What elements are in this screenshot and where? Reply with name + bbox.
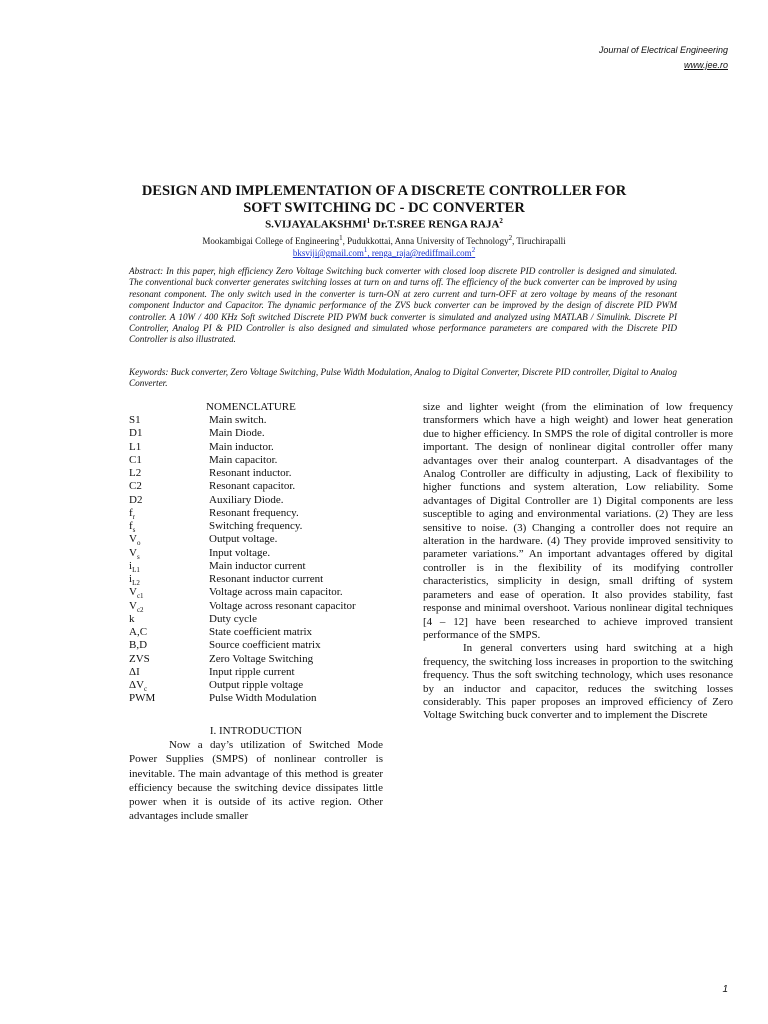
nomenclature-row [129, 692, 356, 705]
nomenclature-description: Source coefficient matrix [209, 639, 321, 652]
nomenclature-row [129, 414, 356, 427]
nomenclature-symbol-base: i [129, 573, 133, 585]
nomenclature-row [129, 573, 356, 586]
nomenclature-description: Output ripple voltage [209, 679, 304, 691]
nomenclature-symbol [129, 414, 209, 427]
nomenclature-symbol [129, 427, 209, 440]
nomenclature-symbol-subscript: L1 [132, 565, 140, 574]
journal-url[interactable]: www.jee.ro [683, 60, 728, 70]
nomenclature-symbol-base: ΔI [129, 665, 140, 678]
nomenclature-symbol [129, 626, 209, 639]
paper-title [60, 183, 708, 217]
nomenclature-row [129, 467, 356, 480]
journal-name: Journal of Electrical Engineering [598, 45, 728, 55]
right-column [423, 401, 733, 723]
nomenclature-symbol [129, 494, 209, 507]
nomenclature-symbol-base: D2 [129, 493, 143, 506]
nomenclature-description: Input ripple current [209, 665, 295, 678]
nomenclature-symbol [129, 454, 209, 467]
email-sup2: 2 [471, 246, 476, 254]
nomenclature-symbol-base: V [129, 599, 137, 612]
nomenclature-symbol [129, 467, 209, 480]
nomenclature-description: Main switch. [209, 414, 267, 426]
nomenclature-row [129, 613, 356, 626]
nomenclature-description: Auxiliary Diode. [209, 493, 284, 506]
abstract: Abstract: In this paper, high efficiency Zero Voltage Switching buck converter with closed loop discrete PID controller is designed and simulated. The conventional buck converter generates switching losses at turn on and turns off. The efficiency of the buck converter can be improved by using resonant component. The only switch used in the converter is turn-ON at zero current and turn-OFF at zero voltage by means of the resonant component Inductor and Capacitor. The dynamic performance of the ZVS buck converter can be improved by the design of discrete PID PWM controller. A 10W / 400 KHz Soft switched Discrete PID PWM buck converter is simulated and analyzed using MATLAB / Simulink. Discrete PI Controller, Analog PI & PID Controller is also designed and simulated whose performance parameters are compared with the Discrete PID Controller is also illustrated. [129, 266, 677, 345]
nomenclature-row [129, 454, 356, 467]
nomenclature-description: Main inductor current [209, 559, 306, 572]
nomenclature-description: State coefficient matrix [209, 626, 313, 638]
email-sup1: 1 [363, 246, 368, 254]
nomenclature-row [129, 653, 356, 666]
author-2: Dr.T.SREE RENGA RAJA [372, 218, 500, 231]
affiliation [60, 234, 708, 246]
nomenclature-symbol [129, 441, 209, 454]
page-number: 1 [722, 984, 728, 995]
nomenclature-symbol-subscript: c1 [136, 592, 144, 601]
author-2-sup: 2 [499, 217, 503, 225]
introduction-paragraph: Now a day’s utilization of Switched Mode Power Supplies (SMPS) of nonlinear controller is inevitable. The main advantage of this method is greater efficiency because the switching device dissipates little power when it is outside of its active region. Other advantages include smaller [129, 739, 383, 823]
nomenclature-symbol-subscript: r [132, 512, 136, 521]
nomenclature-symbol-base: V [129, 533, 137, 546]
nomenclature-symbol-base: f [129, 520, 133, 532]
author-emails[interactable] [60, 246, 708, 258]
nomenclature-description: Input voltage. [209, 546, 271, 559]
nomenclature-row [129, 639, 356, 652]
section-heading-introduction: I. INTRODUCTION [209, 725, 303, 737]
title-line-2: SOFT SWITCHING DC - DC CONVERTER [243, 200, 525, 216]
nomenclature-symbol-subscript: c2 [136, 605, 144, 614]
nomenclature-symbol-base: ZVS [129, 652, 150, 665]
nomenclature-description: Main inductor. [209, 440, 274, 453]
nomenclature-symbol-base: C2 [129, 480, 142, 493]
nomenclature-row [129, 520, 356, 533]
nomenclature-symbol-base: i [129, 559, 133, 572]
nomenclature-row [129, 586, 356, 599]
nomenclature-description: Zero Voltage Switching [209, 652, 314, 665]
nomenclature-row [129, 666, 356, 679]
nomenclature-symbol-base: k [129, 612, 135, 625]
nomenclature-symbol-base: f [129, 506, 133, 519]
nomenclature-list [129, 414, 356, 706]
nomenclature-row [129, 560, 356, 573]
nomenclature-row [129, 494, 356, 507]
nomenclature-description: Duty cycle [209, 612, 257, 625]
nomenclature-description: Voltage across main capacitor. [209, 586, 343, 599]
nomenclature-description: Resonant inductor current [209, 573, 324, 585]
nomenclature-symbol-subscript: o [136, 539, 141, 548]
nomenclature-description: Resonant frequency. [209, 506, 299, 519]
nomenclature-symbol [129, 480, 209, 493]
nomenclature-symbol-base: L1 [129, 440, 142, 453]
nomenclature-row [129, 533, 356, 546]
nomenclature-description: Main Diode. [209, 427, 265, 440]
affiliation-place2: , Tiruchirapalli [512, 236, 566, 246]
nomenclature-row [129, 547, 356, 560]
nomenclature-row [129, 679, 356, 692]
email-1[interactable]: bksviji@gmail.com [292, 248, 364, 258]
nomenclature-description: Output voltage. [209, 533, 278, 546]
nomenclature-symbol-base: PWM [129, 692, 156, 705]
nomenclature-row [129, 600, 356, 613]
authors [60, 217, 708, 231]
nomenclature-symbol-base: S1 [129, 414, 141, 426]
nomenclature-row [129, 626, 356, 639]
nomenclature-row [129, 427, 356, 440]
nomenclature-symbol [129, 613, 209, 626]
nomenclature-symbol-base: B,D [129, 639, 148, 652]
title-line-1: DESIGN AND IMPLEMENTATION OF A DISCRETE CONTROLLER FOR [141, 183, 627, 199]
affiliation-sup1: 1 [339, 234, 343, 242]
nomenclature-row [129, 507, 356, 520]
nomenclature-symbol [129, 692, 209, 705]
nomenclature-symbol-base: A,C [129, 626, 148, 638]
nomenclature-description: Voltage across resonant capacitor [209, 599, 356, 612]
affiliation-sup2: 2 [508, 234, 513, 242]
nomenclature-description: Resonant capacitor. [209, 480, 296, 493]
nomenclature-symbol-subscript: L2 [132, 579, 140, 588]
author-1: S.VIJAYALAKSHMI [265, 218, 367, 231]
nomenclature-heading: NOMENCLATURE [206, 401, 296, 413]
nomenclature-symbol [129, 639, 209, 652]
nomenclature-symbol-base: D1 [129, 427, 143, 440]
email-2[interactable]: , renga_raja@rediffmail.com [367, 248, 472, 258]
nomenclature-symbol-base: C1 [129, 453, 142, 466]
nomenclature-symbol-base: V [129, 586, 137, 599]
affiliation-inst1: Mookambigai College of Engineering [202, 236, 340, 246]
author-1-sup: 1 [366, 217, 371, 225]
nomenclature-symbol [129, 653, 209, 666]
right-paragraph-1: size and lighter weight (from the elimination of low frequency transformers which have a high weight) and lower heat generation due to higher efficiency. In SMPS the role of digital controller is more important. The design of nonlinear digital controller offer many advantages over their analog counterpart. A disadvantages of the Analog Controller are difficulty in adjusting, Lack of flexibility to higher functions and system alteration, Low reliability. Some advantages of Digital Controller are 1) Digital components are less susceptible to aging and environmental variations. (2) They are less sensitive to noise. (3) Changing a controller does not require an alteration in the hardware. (4) They provide improved sensitivity to parameter variations.” An important advantages offered by digital controller is in the flexibility of its modifying controller characteristics, simplicity in design, small drifting of system parameters and ease of operation. It also provides stability, fast response and minimal overshoot. Various nonlinear digital techniques [4 – 12] have been researched to achieve improved transient performance of the SMPS. [423, 401, 733, 641]
nomenclature-symbol-subscript: s [132, 526, 136, 535]
nomenclature-description: Switching frequency. [209, 520, 303, 532]
nomenclature-row [129, 480, 356, 493]
nomenclature-symbol-subscript: c [144, 685, 148, 694]
nomenclature-description: Main capacitor. [209, 453, 278, 466]
nomenclature-row [129, 441, 356, 454]
nomenclature-description: Resonant inductor. [209, 467, 292, 479]
nomenclature-symbol-base: V [129, 546, 137, 559]
right-paragraph-2: In general converters using hard switching at a high frequency, the switching loss increases in proportion to the switching frequency. Thus the soft switching technology, which uses resonance by an inductor and capacitor, reduces the switching losses considerably. This paper proposes an improved efficiency of Zero Voltage Switching buck converter and to implement the Discrete [423, 642, 733, 722]
affiliation-place1: , Pudukkottai, Anna University of Technology [342, 236, 509, 246]
nomenclature-description: Pulse Width Modulation [209, 692, 317, 705]
nomenclature-symbol-subscript: s [136, 552, 140, 561]
nomenclature-symbol [129, 666, 209, 679]
nomenclature-symbol-base: L2 [129, 467, 142, 479]
keywords: Keywords: Buck converter, Zero Voltage Switching, Pulse Width Modulation, Analog to Digital Converter, Discrete PID controller, Digital to Analog Converter. [129, 367, 677, 389]
nomenclature-symbol-base: ΔV [129, 679, 145, 691]
